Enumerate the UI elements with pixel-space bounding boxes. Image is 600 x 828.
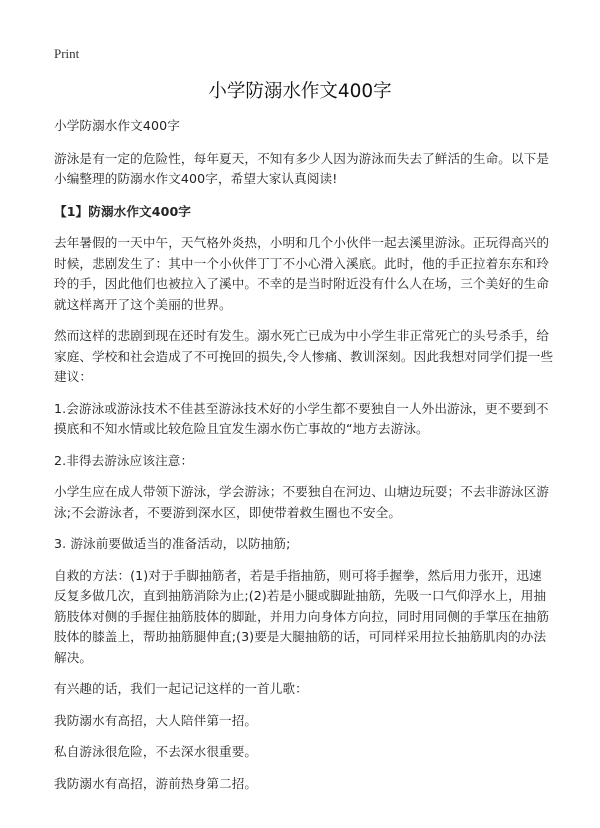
article-body	[54, 116, 554, 794]
section-heading: 【1】防溺水作文400字	[54, 203, 192, 219]
song-line-2: 私自游泳很危险，不去深水很重要。	[54, 744, 258, 759]
advice-item-2: 2.非得去游泳应该注意：	[54, 452, 194, 468]
advice-detail: 小学生应在成人带领下游泳，学会游泳；不要独自在河边、山塘边玩耍；不去非游泳区游泳;不会游泳者，不要游到深水区，即使带着救生圈也不安全。	[54, 484, 550, 520]
song-line-3: 我防溺水有高招，游前热身第二招。	[54, 775, 258, 791]
song-line-1: 我防溺水有高招，大人陪伴第一招。	[54, 712, 258, 728]
story-paragraph: 去年暑假的一天中午，天气格外炎热，小明和几个小伙伴一起去溪里游泳。正玩得高兴的时候，悲剧发生了：其中一个小伙伴丁丁不小心滑入溪底。此时，他的手正拉着东东和玲玲的手，因此他们也被拉入了溪中。不幸的是当时附近没有什么人在场，三个美好的生命就这样离开了这个美丽的世界。	[54, 235, 550, 312]
warning-paragraph: 然而这样的悲剧到现在还时有发生。溺水死亡已成为中小学生非正常死亡的头号杀手，给家庭、学校和社会造成了不可挽回的损失,令人惨痛、教训深刻。因此我想对同学们提一些建议：	[54, 328, 554, 384]
self-rescue-paragraph: 自救的方法：(1)对于手脚抽筋者，若是手指抽筋，则可将手握拳，然后用力张开，迅速反复多做几次，直到抽筋消除为止;(2)若是小腿或脚趾抽筋，先吸一口气仰浮水上，用抽筋肢体对侧的手握住抽筋肢体的脚趾，并用力向身体方向拉，同时用同侧的手掌压在抽筋肢体的膝盖上，帮助抽筋腿伸直;(3)要是大腿抽筋的话，可同样采用拉长抽筋肌肉的办法解决。	[54, 567, 550, 665]
song-intro: 有兴趣的话，我们一起记记这样的一首儿歌：	[54, 681, 308, 696]
advice-item-3: 3. 游泳前要做适当的准备活动，以防抽筋;	[54, 536, 291, 551]
page-title: 小学防溺水作文400字	[208, 81, 392, 102]
print-link[interactable]: Print	[54, 46, 80, 61]
article-subtitle: 小学防溺水作文400字	[54, 118, 180, 133]
intro-paragraph: 游泳是有一定的危险性，每年夏天，不知有多少人因为游泳而失去了鲜活的生命。以下是小编整理的防溺水作文400字，希望大家认真阅读!	[54, 150, 550, 186]
advice-item-1: 1.会游泳或游泳技术不佳甚至游泳技术好的小学生都不要独自一人外出游泳，更不要到不摸底和不知水情或比较危险且宜发生溺水伤亡事故的“地方去游泳。	[54, 400, 549, 436]
